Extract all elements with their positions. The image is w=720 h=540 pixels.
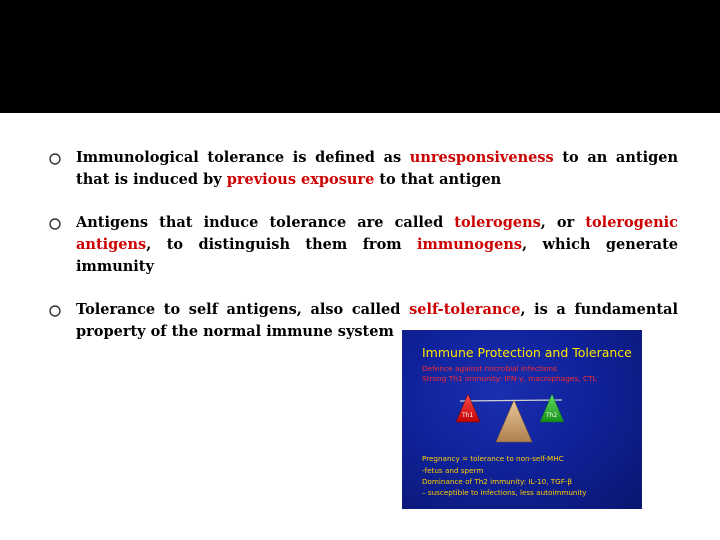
hollow-circle-bullet-icon xyxy=(48,304,62,318)
balance-beam xyxy=(460,400,562,401)
hollow-circle-bullet-icon xyxy=(48,152,62,166)
bullet-text: Immunological tolerance is defined as unresponsiveness to an antigen that is induced by previous exposure to that antigen xyxy=(76,149,678,188)
immune-balance-figure xyxy=(402,330,642,509)
bullet-item xyxy=(48,147,678,191)
bullet-item xyxy=(48,212,678,278)
figure-subtitle: Defence against microbial infections xyxy=(422,364,557,373)
figure-caption-line: Dominance of Th2 immunity: IL-10, TGF-β xyxy=(422,477,573,486)
title-bar xyxy=(0,0,720,113)
figure-caption-line: – susceptible to infections, less autoimmunity xyxy=(422,488,587,497)
bullet-text: Tolerance to self antigens, also called self-tolerance, is a fundamental property of the normal immune system xyxy=(76,301,679,340)
figure-subtitle: Strong Th1 immunity: IFN-γ, macrophages, CTL xyxy=(422,374,597,383)
figure-caption-line: -fetus and sperm xyxy=(422,466,484,475)
th1-label: Th1 xyxy=(462,412,474,419)
fulcrum-triangle xyxy=(496,400,532,442)
th2-label: Th2 xyxy=(546,412,558,419)
figure-title: Immune Protection and Tolerance xyxy=(422,345,632,360)
bullet-text: Antigens that induce tolerance are called tolerogens, or tolerogenic antigens, to distinguish them from immunogens, which generate immunity xyxy=(76,214,678,275)
figure-caption-line: Pregnancy = tolerance to non-self-MHC xyxy=(422,454,564,463)
hollow-circle-bullet-icon xyxy=(48,217,62,231)
